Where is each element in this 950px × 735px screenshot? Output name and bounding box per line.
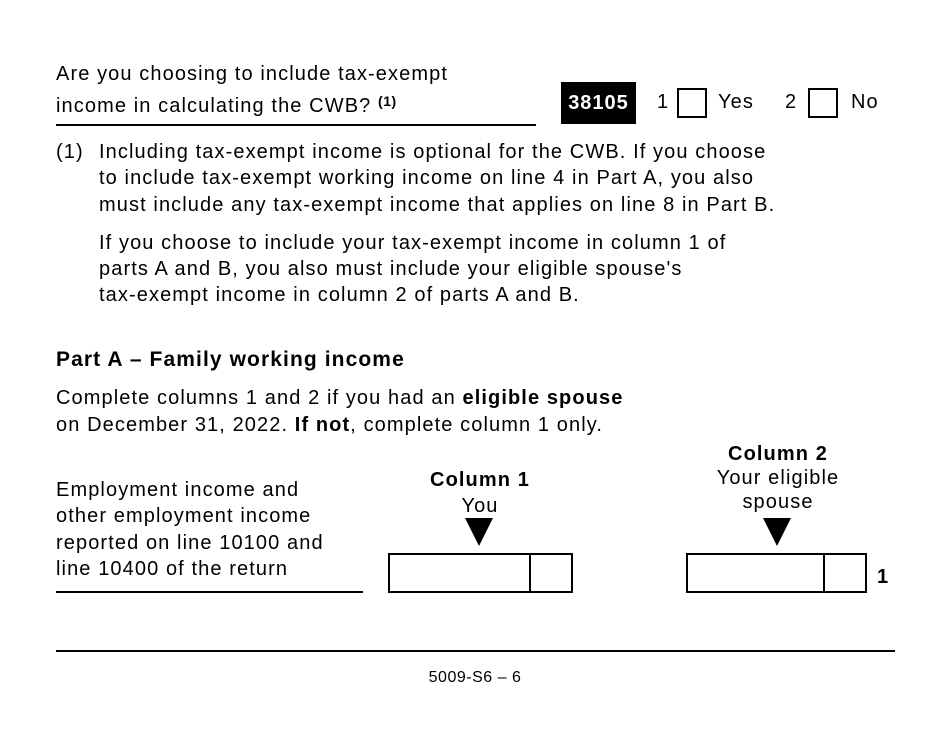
column-1-title: Column 1 [430, 469, 530, 491]
option-yes-number: 1 [657, 91, 670, 113]
line-1-label-underline [56, 591, 363, 593]
line-1-column-1-amount-field[interactable] [388, 553, 573, 593]
yes-checkbox[interactable] [677, 88, 707, 118]
footnote-para1-line-3: must include any tax-exempt income that applies on line 8 in Part B. [99, 194, 776, 216]
instruction-text: , complete column 1 only. [350, 414, 604, 436]
line-1-label-line-2: other employment income [56, 505, 312, 527]
question-text: income in calculating the CWB? [56, 95, 372, 117]
footnote-para2-line-1: If you choose to include your tax-exempt income in column 1 of [99, 232, 727, 254]
form-page-number: 5009-S6 – 6 [428, 669, 522, 686]
column-2-arrow-icon [763, 518, 791, 546]
line-1-number: 1 [877, 566, 890, 588]
instruction-emphasis: If not [294, 414, 351, 436]
question-underline [56, 124, 536, 126]
column-1-subtitle: You [461, 495, 499, 517]
column-2-title: Column 2 [728, 443, 828, 465]
part-a-instruction-line-1 [56, 385, 623, 411]
instruction-text: Complete columns 1 and 2 if you had an [56, 387, 463, 409]
footnote-marker: (1) [56, 141, 84, 163]
footnote-para1-line-1: Including tax-exempt income is optional for the CWB. If you choose [99, 141, 767, 163]
column-2-subtitle-line-1: Your eligible [716, 467, 840, 489]
line-code-badge: 38105 [561, 82, 636, 124]
footnote-para1-line-2: to include tax-exempt working income on line 4 in Part A, you also [99, 167, 755, 189]
option-yes-label: Yes [718, 91, 754, 113]
footnote-para2-line-2: parts A and B, you also must include your eligible spouse's [99, 258, 683, 280]
footer-rule [56, 650, 895, 652]
footnote-para2-line-3: tax-exempt income in column 2 of parts A and B. [99, 284, 580, 306]
instruction-emphasis: eligible spouse [462, 387, 624, 409]
line-1-label-line-1: Employment income and [56, 479, 300, 501]
line-1-label-line-3: reported on line 10100 and [56, 532, 324, 554]
question-text-line-1: Are you choosing to include tax-exempt [56, 63, 448, 85]
footnote-reference: (1) [378, 93, 397, 109]
option-no-label: No [851, 91, 879, 113]
no-checkbox[interactable] [808, 88, 838, 118]
line-1-column-2-amount-field[interactable] [686, 553, 867, 593]
cents-divider [529, 555, 531, 591]
line-1-label-line-4: line 10400 of the return [56, 558, 289, 580]
part-a-instruction-line-2 [56, 412, 603, 438]
column-2-subtitle-line-2: spouse [742, 491, 814, 513]
question-text-line-2 [56, 88, 397, 119]
option-no-number: 2 [785, 91, 798, 113]
column-1-arrow-icon [465, 518, 493, 546]
cents-divider [823, 555, 825, 591]
instruction-text: on December 31, 2022. [56, 414, 295, 436]
part-a-heading: Part A – Family working income [56, 348, 405, 371]
